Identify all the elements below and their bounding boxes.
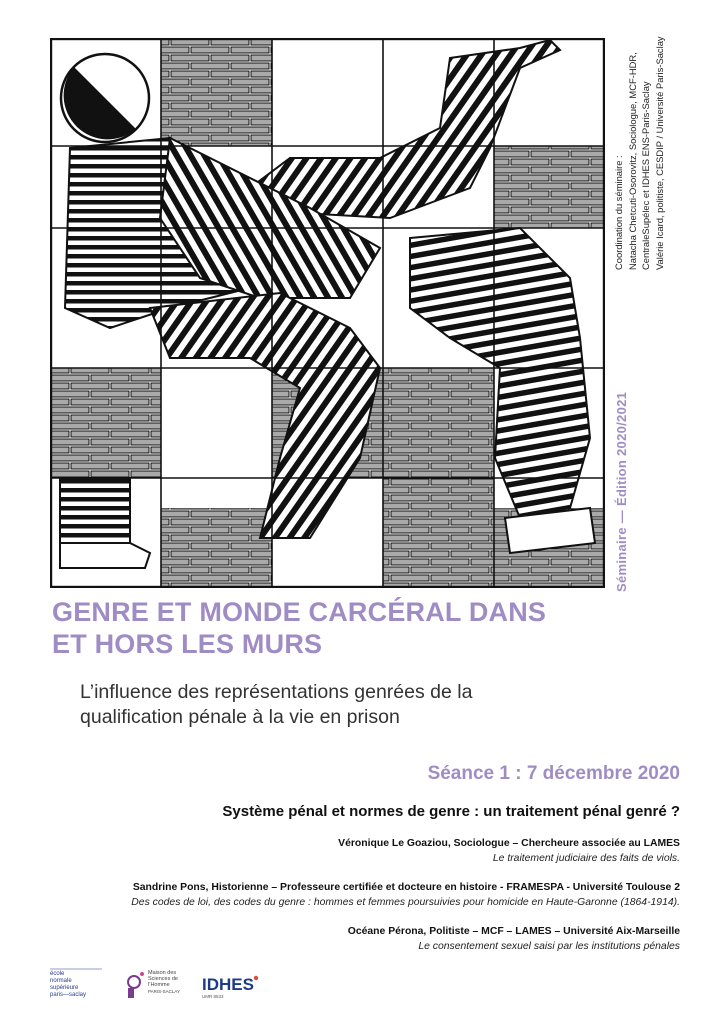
subtitle-line: L’influence des représentations genrées de la xyxy=(80,681,473,703)
edition-label: Séminaire — Édition 2020/2021 xyxy=(614,391,629,592)
page-subtitle xyxy=(80,680,640,730)
idhes-logo-subtext: UMR 8533 xyxy=(202,994,224,999)
ens-logo-line: normale xyxy=(50,978,72,984)
coordination-line: Coordination du séminaire : xyxy=(613,155,624,270)
subtitle-line: qualification pénale à la vie en prison xyxy=(80,706,400,728)
coordination-block xyxy=(612,36,668,270)
coordination-line: Valérie Icard, politiste, CESDIP / Université Paris-Saclay xyxy=(653,36,665,270)
talk-title: Le traitement judiciaire des faits de viols. xyxy=(492,853,680,864)
coordination-line: CentraleSupélec et IDHES ENS-Paris-Saclay xyxy=(640,81,651,270)
msh-logo-line: Maison des xyxy=(148,970,177,976)
speaker-name: Océane Pérona, Politiste – MCF – LAMES – Université Aix-Marseille xyxy=(347,926,680,937)
partner-logos xyxy=(50,966,290,1006)
title-line: GENRE ET MONDE CARCÉRAL DANS xyxy=(52,597,547,627)
title-line: ET HORS LES MURS xyxy=(52,629,323,659)
talk-title: Le consentement sexuel saisi par les institutions pénales xyxy=(418,941,680,952)
msh-logo-line: Sciences de xyxy=(148,976,178,982)
ens-logo-line: école xyxy=(50,971,65,977)
talk-title: Des codes de loi, des codes du genre : hommes et femmes poursuivies pour homicide en Haute-Garonne (1864-1914). xyxy=(131,897,680,908)
session-date: Séance 1 : 7 décembre 2020 xyxy=(427,763,680,784)
ens-paris-saclay-logo xyxy=(50,969,102,998)
ens-logo-line: supérieure xyxy=(50,985,79,991)
edition-block xyxy=(614,330,634,592)
msh-paris-saclay-logo xyxy=(128,970,180,998)
session-theme: Système pénal et normes de genre : un traitement pénal genré ? xyxy=(222,803,680,820)
speaker-entry xyxy=(40,880,680,910)
ens-logo-line: paris—saclay xyxy=(50,992,87,998)
msh-logo-line: PARIS-SACLAY xyxy=(148,989,181,994)
coordination-line: Natacha Chetcuti-Osorovitz, Sociologue, MCF-HDR, xyxy=(626,52,638,270)
idhes-logo-text: IDHES xyxy=(202,975,254,994)
msh-logo-line: l’Homme xyxy=(148,982,170,988)
speaker-entry xyxy=(40,836,680,866)
speaker-name: Véronique Le Goaziou, Sociologue – Chercheure associée au LAMES xyxy=(338,838,680,849)
speaker-entry xyxy=(40,924,680,954)
page-title xyxy=(52,596,612,660)
idhes-logo xyxy=(202,975,258,999)
speaker-name: Sandrine Pons, Historienne – Professeure certifiée et docteure en histoire - FRAMESPA - Université Toulouse 2 xyxy=(132,882,680,893)
cover-illustration xyxy=(50,38,605,588)
